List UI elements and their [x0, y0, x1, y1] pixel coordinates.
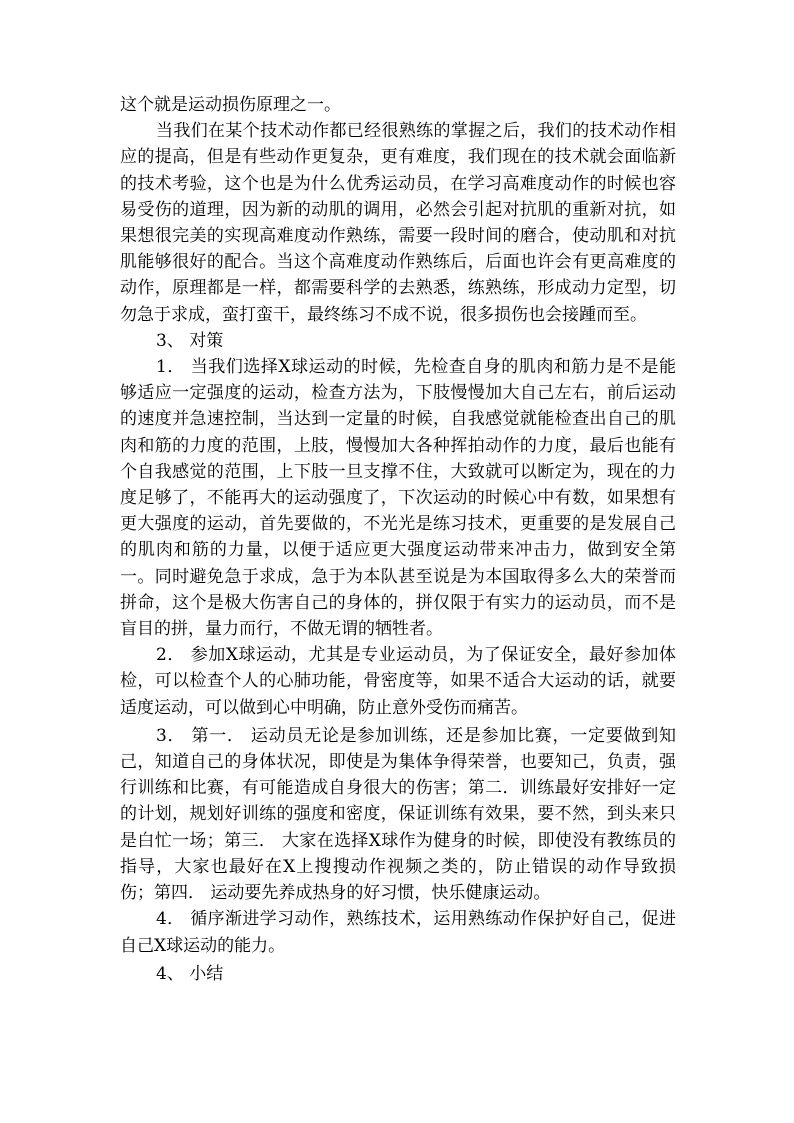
section-heading-summary: 4、 小结 [156, 963, 224, 984]
section-heading-countermeasures: 3、 对策 [156, 330, 224, 351]
paragraph-skill-difficulty: 当我们在某个技术动作都已经很熟练的掌握之后，我们的技术动作相应的提高，但是有些动作更复杂，更有难度，我们现在的技术就会面临新的技术考验，这个也是为什么优秀运动员，在学习高难度动作的时候也容易受伤的道理，因为新的动肌的调用，必然会引起对抗肌的重新对抗，如果想很完美的实现高难度动作熟练，需要一段时间的磨合，使动肌和对抗肌能够很好的配合。当这个高难度动作熟练后，后面也许会有更高难度的动作，原理都是一样，都需要科学的去熟悉，练熟练，形成动力定型，切勿急于求成，蛮打蛮干，最终练习不成不说，很多损伤也会接踵而至。 [120, 121, 676, 325]
paragraph-countermeasure-2: 2． 参加X球运动，尤其是专业运动员，为了保证安全，最好参加体检，可以检查个人的心肺功能，骨密度等，如果不适合大运动的话，就要适度运动，可以做到心中明确，防止意外受伤而痛苦。 [120, 645, 676, 718]
paragraph-intro-tail: 这个就是运动损伤原理之一。 [120, 95, 341, 115]
paragraph-countermeasure-4: 4． 循序渐进学习动作，熟练技术，运用熟练动作保护好自己，促进自己X球运动的能力。 [120, 909, 676, 956]
paragraph-countermeasure-1: 1． 当我们选择X球运动的时候，先检查自身的肌肉和筋力是不是能够适应一定强度的运动，检查方法为，下肢慢慢加大自己左右，前后运动的速度并急速控制，当达到一定量的时候，自我感觉就能检查出自己的肌肉和筋的力度的范围，上肢，慢慢加大各种挥拍动作的力度，最后也能有个自我感觉的范围，上下肢一旦支撑不住，大致就可以断定为，现在的力度足够了，不能再大的运动强度了，下次运动的时候心中有数，如果想有更大强度的运动，首先要做的，不光光是练习技术，更重要的是发展自己的肌肉和筋的力量，以便于适应更大强度运动带来冲击力，做到安全第一。同时避免急于求成，急于为本队甚至说是为本国取得多么大的荣誉而拼命，这个是极大伤害自己的身体的，拼仅限于有实力的运动员，而不是盲目的拼，量力而行，不做无谓的牺牲者。 [120, 357, 676, 640]
paragraph-countermeasure-3: 3． 第一． 运动员无论是参加训练，还是参加比赛，一定要做到知己，知道自己的身体状况，即使是为集体争得荣誉，也要知己，负责，强行训练和比赛，有可能造成自身很大的伤害；第二．训练最好安排好一定的计划，规划好训练的强度和密度，保证训练有效果，要不然，到头来只是白忙一场；第三． 大家在选择X球作为健身的时候，即使没有教练员的指导，大家也最好在X上搜搜动作视频之类的，防止错误的动作导致损伤；第四． 运动要先养成热身的好习惯，快乐健康运动。 [120, 725, 676, 904]
document-page [120, 92, 676, 987]
